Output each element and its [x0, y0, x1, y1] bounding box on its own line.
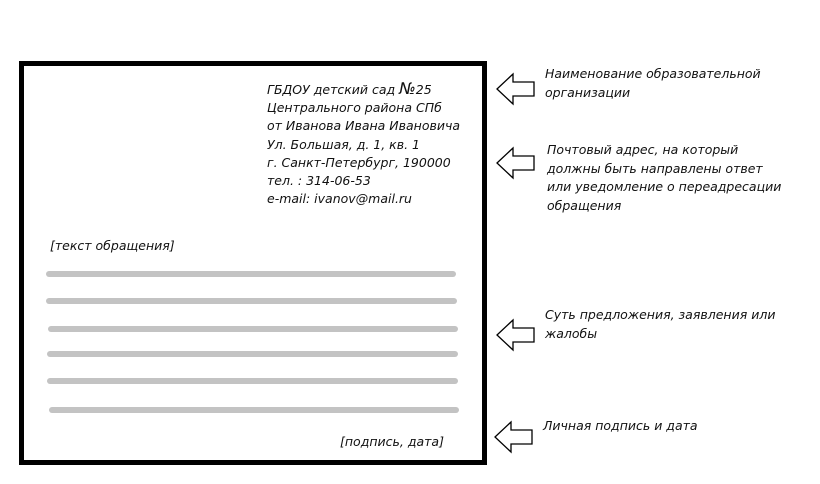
header-line-sender: от Иванова Ивана Ивановича [267, 118, 461, 134]
body-placeholder: [текст обращения] [50, 238, 175, 253]
text-line [47, 378, 458, 384]
text-line [47, 351, 458, 357]
text-line [46, 298, 457, 304]
text-line [46, 271, 456, 277]
annotation-organization: Наименование образовательной организации [545, 66, 761, 100]
letter-sheet [19, 61, 487, 465]
annotation-signature-date: Личная подпись и дата [543, 418, 698, 433]
header-line-district: Центрального района СПб [267, 100, 442, 116]
left-arrow-icon [494, 420, 534, 454]
left-arrow-icon [496, 318, 536, 352]
header-line-email: e-mail: ivanov@mail.ru [267, 191, 412, 207]
header-line-phone: тел. : 314-06-53 [267, 173, 371, 189]
annotation-essence: Суть предложения, заявления или жалобы [545, 307, 776, 341]
letter-header [267, 80, 460, 208]
text-line [48, 326, 458, 332]
header-line-city: г. Санкт-Петербург, 190000 [267, 154, 451, 170]
annotation-postal-address: Почтовый адрес, на который должны быть направлены ответ или уведомление о переадресации обращения [547, 142, 782, 213]
signature-placeholder: [подпись, дата] [340, 434, 444, 449]
text-line [49, 407, 459, 413]
left-arrow-icon [496, 72, 536, 106]
header-line-organization: ГБДОУ детский сад №25 [267, 79, 432, 98]
header-line-street: Ул. Большая, д. 1, кв. 1 [267, 136, 421, 152]
left-arrow-icon [496, 146, 536, 180]
